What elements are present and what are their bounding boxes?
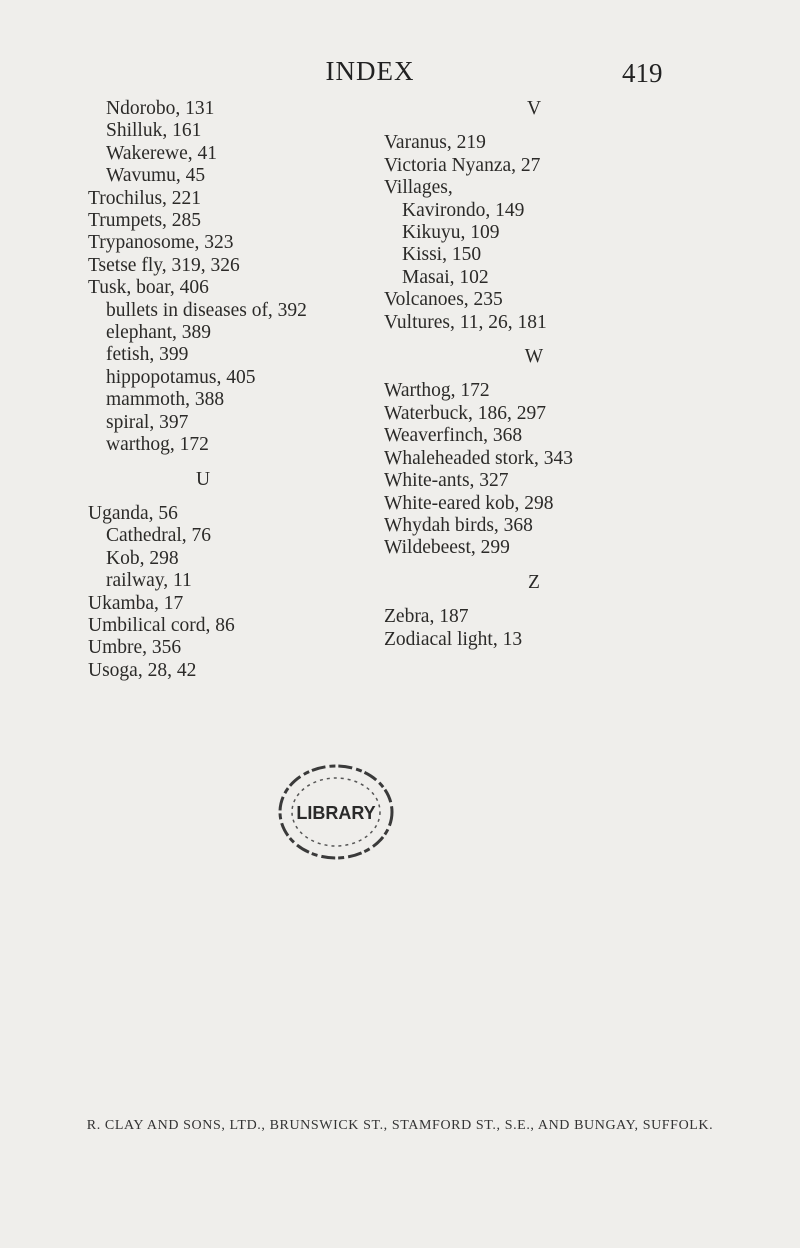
- section-letter-w: W: [524, 346, 544, 368]
- section-letter-u: U: [195, 468, 211, 490]
- section-letter-v: V: [526, 98, 542, 119]
- index-entry: Shilluk, 161: [106, 120, 202, 142]
- index-entry: Trochilus, 221: [88, 187, 202, 209]
- index-entry: Zodiacal light, 13: [384, 628, 523, 650]
- index-entry: Masai, 102: [402, 266, 489, 288]
- index-entry: bullets in diseases of, 392: [106, 299, 307, 321]
- index-entry: Vultures, 11, 26, 181: [384, 311, 547, 333]
- index-entry: fetish, 399: [106, 344, 189, 366]
- library-stamp-icon: [276, 762, 396, 862]
- index-entry: Waterbuck, 186, 297: [384, 402, 546, 424]
- index-entry: Umbilical cord, 86: [88, 614, 235, 636]
- index-entry: Whydah birds, 368: [384, 514, 533, 536]
- index-entry: Zebra, 187: [384, 606, 469, 628]
- index-entry: Whaleheaded stork, 343: [384, 447, 573, 469]
- index-entry: Wildebeest, 299: [384, 537, 510, 559]
- index-entry: Uganda, 56: [88, 502, 178, 524]
- index-entry: mammoth, 388: [106, 389, 225, 411]
- index-entry: Tusk, boar, 406: [88, 277, 209, 299]
- index-entry: Ndorobo, 131: [106, 98, 215, 119]
- index-block-z: [384, 606, 744, 651]
- index-entry: warthog, 172: [106, 434, 209, 456]
- index-entry: hippopotamus, 405: [106, 366, 256, 388]
- index-entry: Victoria Nyanza, 27: [384, 154, 541, 176]
- index-entry: Tsetse fly, 319, 326: [88, 254, 240, 276]
- index-entry: Wavumu, 45: [106, 165, 206, 187]
- index-entry: Varanus, 219: [384, 132, 486, 154]
- index-column-right: [384, 98, 744, 651]
- index-entry: Warthog, 172: [384, 380, 490, 402]
- index-block-u: [88, 503, 408, 682]
- section-letter-z: Z: [528, 571, 540, 593]
- index-entry: Ukamba, 17: [88, 592, 184, 614]
- index-entry: Kikuyu, 109: [402, 222, 500, 244]
- index-entry: Volcanoes, 235: [384, 289, 503, 311]
- index-entry: Trypanosome, 323: [88, 232, 234, 254]
- index-block-w: [384, 380, 744, 559]
- page-title: INDEX: [325, 56, 415, 86]
- index-entry: elephant, 389: [106, 322, 212, 344]
- index-entry: Weaverfinch, 368: [384, 425, 523, 447]
- index-entry: Kob, 298: [106, 547, 179, 569]
- index-entry: Villages,: [384, 177, 453, 199]
- index-entry: spiral, 397: [106, 411, 189, 433]
- printer-imprint: R. CLAY AND SONS, LTD., BRUNSWICK ST., STAMFORD ST., S.E., AND BUNGAY, SUFFOLK.: [86, 1118, 714, 1133]
- index-entry: Wakerewe, 41: [106, 142, 218, 164]
- index-entry: railway, 11: [106, 570, 192, 592]
- index-entry: Usoga, 28, 42: [88, 659, 197, 681]
- page-number: 419: [622, 58, 663, 88]
- index-entry: Kavirondo, 149: [402, 199, 525, 221]
- index-entry: Kissi, 150: [402, 244, 482, 266]
- index-entry: White-ants, 327: [384, 470, 509, 492]
- index-entry: Trumpets, 285: [88, 210, 202, 232]
- stamp-label: LIBRARY: [296, 803, 376, 823]
- index-entry: Umbre, 356: [88, 637, 182, 659]
- index-entry: White-eared kob, 298: [384, 492, 554, 514]
- index-entry: Cathedral, 76: [106, 525, 212, 547]
- index-block-t: [88, 98, 408, 457]
- index-block-v: [384, 132, 744, 334]
- index-column-left: [88, 98, 408, 682]
